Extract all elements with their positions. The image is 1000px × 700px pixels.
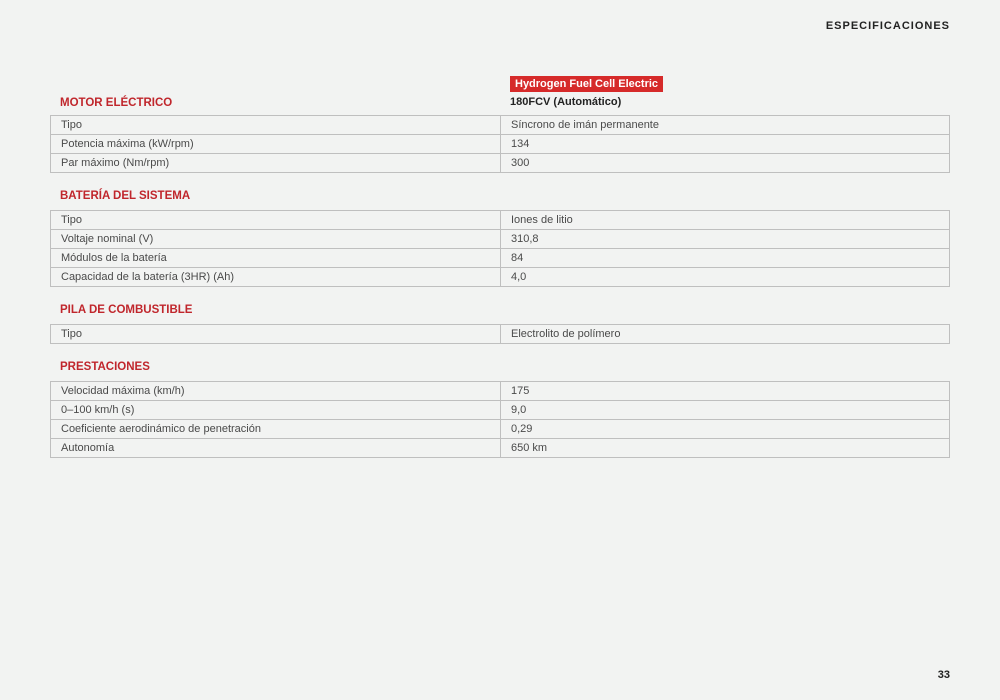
spec-table-pila	[50, 324, 950, 344]
row-value: 4,0	[501, 268, 950, 287]
row-value: 0,29	[501, 420, 950, 439]
row-value: 9,0	[501, 401, 950, 420]
spec-content	[50, 76, 950, 458]
table-row	[51, 382, 950, 401]
row-value: Electrolito de polímero	[501, 325, 950, 344]
row-label: Tipo	[51, 325, 501, 344]
table-row	[51, 268, 950, 287]
spec-table-bateria	[50, 210, 950, 287]
row-label: Tipo	[51, 116, 501, 135]
row-label: Velocidad máxima (km/h)	[51, 382, 501, 401]
row-value: 310,8	[501, 230, 950, 249]
table-row	[51, 154, 950, 173]
row-label: 0–100 km/h (s)	[51, 401, 501, 420]
table-row	[51, 116, 950, 135]
table-row	[51, 249, 950, 268]
row-label: Potencia máxima (kW/rpm)	[51, 135, 501, 154]
row-value: 300	[501, 154, 950, 173]
row-value: 84	[501, 249, 950, 268]
row-value: 650 km	[501, 439, 950, 458]
variant-model: 180FCV (Automático)	[510, 96, 622, 108]
table-row	[51, 211, 950, 230]
row-value: Iones de litio	[501, 211, 950, 230]
section-title-bateria: BATERÍA DEL SISTEMA	[60, 190, 191, 202]
row-label: Tipo	[51, 211, 501, 230]
row-value: Síncrono de imán permanente	[501, 116, 950, 135]
table-row	[51, 230, 950, 249]
page-header-title: ESPECIFICACIONES	[825, 20, 950, 32]
section-title-prestaciones: PRESTACIONES	[60, 361, 150, 373]
table-row	[51, 325, 950, 344]
row-label: Voltaje nominal (V)	[51, 230, 501, 249]
table-row	[51, 420, 950, 439]
spec-table-motor	[50, 115, 950, 173]
row-label: Capacidad de la batería (3HR) (Ah)	[51, 268, 501, 287]
section-title-motor: MOTOR ELÉCTRICO	[60, 97, 173, 109]
spec-table-prestaciones	[50, 381, 950, 458]
table-row	[51, 401, 950, 420]
row-label: Par máximo (Nm/rpm)	[51, 154, 501, 173]
row-value: 134	[501, 135, 950, 154]
variant-badge: Hydrogen Fuel Cell Electric	[510, 76, 663, 92]
row-label: Coeficiente aerodinámico de penetración	[51, 420, 501, 439]
table-row	[51, 439, 950, 458]
row-label: Módulos de la batería	[51, 249, 501, 268]
table-row	[51, 135, 950, 154]
row-value: 175	[501, 382, 950, 401]
row-label: Autonomía	[51, 439, 501, 458]
page-number: 33	[937, 669, 950, 681]
section-title-pila: PILA DE COMBUSTIBLE	[60, 304, 193, 316]
